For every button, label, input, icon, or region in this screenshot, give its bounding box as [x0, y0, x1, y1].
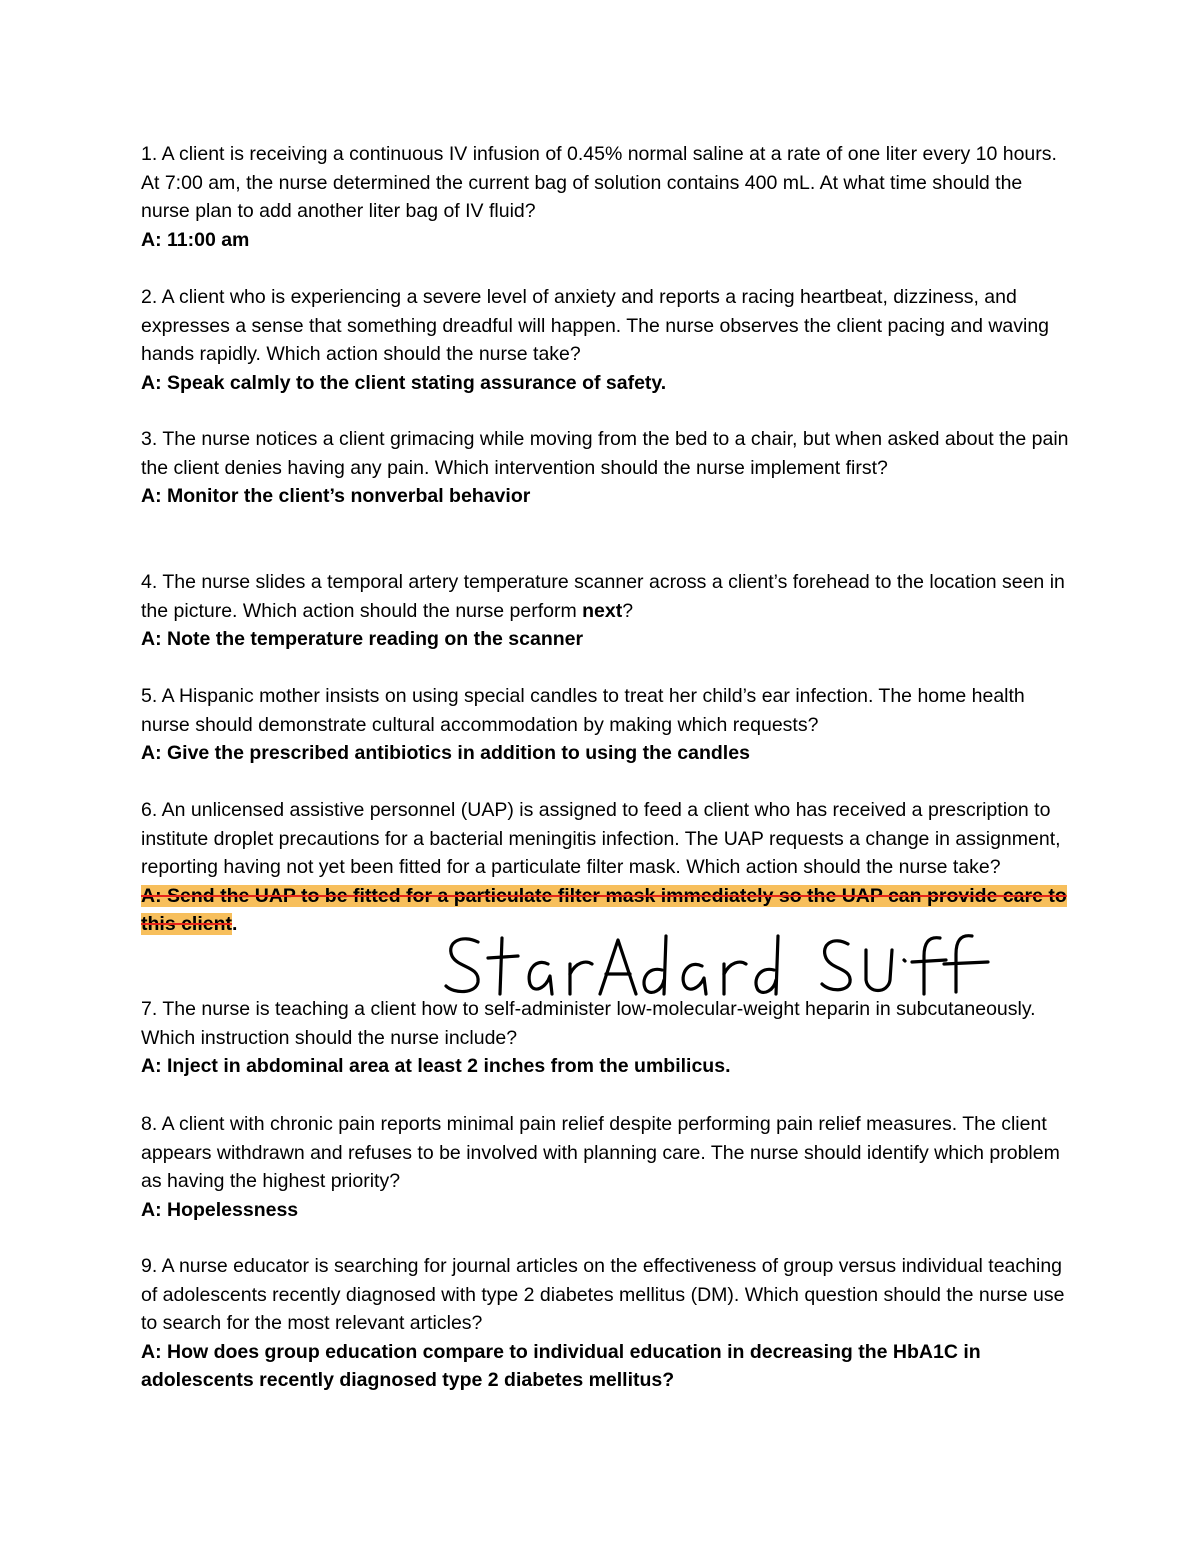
highlighted-struck-answer: A: Send the UAP to be fitted for a particulate filter mask immediately so the UAP can provide care to this client [141, 884, 1067, 936]
answer-text: A: Note the temperature reading on the scanner [141, 628, 584, 651]
question-8 [141, 1110, 1071, 1224]
question-text: 9. A nurse educator is searching for journal articles on the effectiveness of group versus individual teaching of adolescents recently diagnosed with type 2 diabetes mellitus (DM). Which question should the nurse use to search for the most relevant articles? [141, 1255, 1065, 1335]
question-text: 5. A Hispanic mother insists on using special candles to treat her child’s ear infection. The home health nurse should demonstrate cultural accommodation by making which requests? [141, 685, 1025, 736]
question-1 [141, 140, 1071, 254]
question-text: 1. A client is receiving a continuous IV infusion of 0.45% normal saline at a rate of one liter every 10 hours. At 7:00 am, the nurse determined the current bag of solution contains 400 mL. At what time should the nurse plan to add another liter bag of IV fluid? [141, 143, 1057, 223]
question-text: 7. The nurse is teaching a client how to self-administer low-molecular-weight heparin in subcutaneously. Which instruction should the nurse include? [141, 998, 1036, 1049]
question-text: 8. A client with chronic pain reports minimal pain relief despite performing pain relief measures. The client appears withdrawn and refuses to be involved with planning care. The nurse should identify which problem as having the highest priority? [141, 1113, 1060, 1193]
question-text-start: 4. The nurse slides a temporal artery temperature scanner across a client’s forehead to the location seen in the picture. Which action should the nurse perform [141, 571, 1065, 622]
question-2 [141, 283, 1071, 397]
handwritten-annotation [440, 930, 1000, 1000]
answer-period: . [232, 913, 238, 936]
question-4 [141, 568, 1071, 654]
answer-text: A: 11:00 am [141, 228, 250, 251]
answer-text: A: Hopelessness [141, 1198, 299, 1221]
question-5 [141, 682, 1071, 768]
question-text-end: ? [622, 599, 634, 622]
answer-text: A: Inject in abdominal area at least 2 inches from the umbilicus. [141, 1055, 731, 1078]
question-text [141, 568, 1071, 625]
question-6 [141, 796, 1071, 939]
question-3 [141, 425, 1071, 511]
answer-text: A: Speak calmly to the client stating assurance of safety. [141, 371, 667, 394]
question-7 [141, 995, 1071, 1081]
question-text: 6. An unlicensed assistive personnel (UAP) is assigned to feed a client who has received a prescription to institute droplet precautions for a bacterial meningitis infection. The UAP requests a change in assignment, reporting having not yet been fitted for a particulate filter mask. Which action should the nurse take? [141, 799, 1061, 879]
question-text: 2. A client who is experiencing a severe level of anxiety and reports a racing heartbeat, dizziness, and expresses a sense that something dreadful will happen. The nurse observes the client pacing and waving hands rapidly. Which action should the nurse take? [141, 286, 1050, 366]
question-emphasis: next [582, 599, 623, 622]
question-9 [141, 1252, 1071, 1395]
answer-text: A: How does group education compare to individual education in decreasing the HbA1C in adolescents recently diagnosed type 2 diabetes mellitus? [141, 1340, 981, 1392]
question-text: 3. The nurse notices a client grimacing while moving from the bed to a chair, but when asked about the pain the client denies having any pain. Which intervention should the nurse implement first? [141, 428, 1069, 479]
answer-text: A: Give the prescribed antibiotics in addition to using the candles [141, 742, 750, 765]
answer-text: A: Monitor the client’s nonverbal behavior [141, 485, 531, 508]
